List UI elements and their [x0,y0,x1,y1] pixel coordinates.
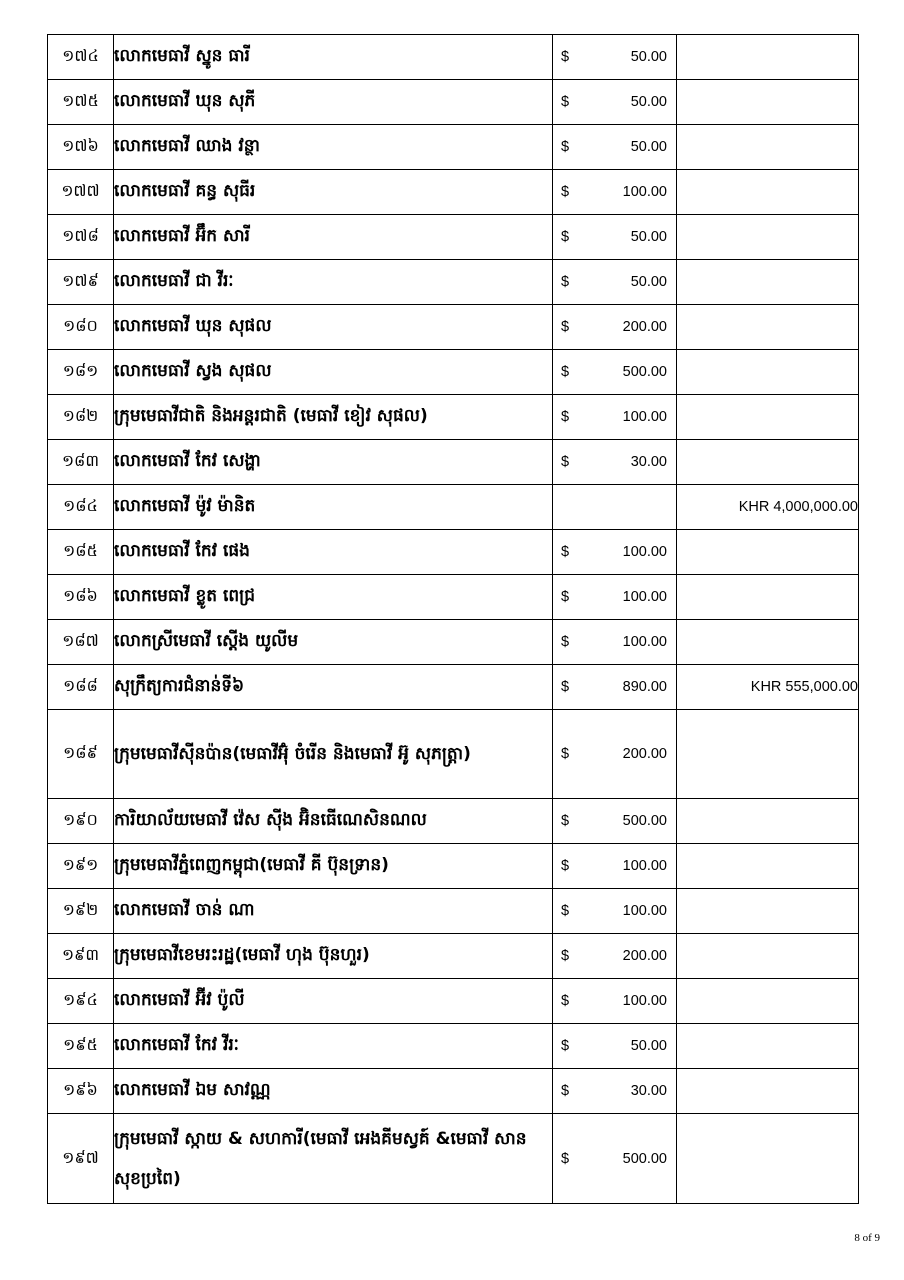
row-number: ១៩៥ [48,1024,114,1069]
row-number: ១៨០ [48,305,114,350]
usd-amount-cell [553,710,677,799]
khr-amount [677,395,859,440]
currency-symbol: $ [561,229,570,245]
row-number: ១៩៦ [48,1069,114,1114]
currency-symbol: $ [561,903,570,919]
donor-name: លោកស្រីមេធាវី ស្តើង យូលីម [114,620,553,665]
khr-amount [677,35,859,80]
khr-amount [677,530,859,575]
row-number: ១៩២ [48,889,114,934]
usd-amount-cell [553,530,677,575]
table-row [48,530,859,575]
row-number: ១៨៧ [48,620,114,665]
table-row [48,1114,859,1204]
row-number: ១៩១ [48,844,114,889]
donor-name: លោកមេធាវី កែវ សេង្ហា [114,440,553,485]
usd-amount: 100.00 [622,634,667,650]
donor-name: លោកមេធាវី ម៉ូវ ម៉ានិត [114,485,553,530]
usd-amount-cell [553,35,677,80]
khr-amount [677,350,859,395]
row-number: ១៨១ [48,350,114,395]
row-number: ១៨៥ [48,530,114,575]
row-number: ១៩០ [48,799,114,844]
currency-symbol: $ [561,948,570,964]
khr-amount [677,1024,859,1069]
usd-amount-cell [553,665,677,710]
usd-amount-cell [553,260,677,305]
table-row [48,620,859,665]
row-number: ១៨៤ [48,485,114,530]
usd-amount-cell [553,934,677,979]
usd-amount: 100.00 [622,589,667,605]
khr-amount [677,125,859,170]
khr-amount [677,979,859,1024]
usd-amount: 500.00 [622,813,667,829]
usd-amount: 890.00 [622,679,667,695]
currency-symbol: $ [561,409,570,425]
donor-name: លោកមេធាវី អ៊ឹក សារី [114,215,553,260]
donor-name: លោកមេធាវី ឈាង វន្ថា [114,125,553,170]
row-number: ១៨៣ [48,440,114,485]
donor-name: ក្រុមមេធាវីខេមរះរដ្ឋ(មេធាវី ហុង ប៊ុនហួរ) [114,934,553,979]
row-number: ១៩៣ [48,934,114,979]
usd-amount: 50.00 [630,1038,667,1054]
currency-symbol: $ [561,274,570,290]
currency-symbol: $ [561,544,570,560]
khr-amount [677,889,859,934]
currency-symbol: $ [561,1083,570,1099]
usd-amount-cell [553,305,677,350]
donor-name: លោកមេធាវី ឃុន សុភី [114,80,553,125]
khr-amount [677,1114,859,1204]
usd-amount-cell [553,575,677,620]
donation-table [47,34,859,1204]
currency-symbol: $ [561,319,570,335]
usd-amount: 50.00 [630,49,667,65]
table-row [48,80,859,125]
usd-amount: 100.00 [622,903,667,919]
currency-symbol: $ [561,589,570,605]
usd-amount-cell [553,485,677,530]
table-row [48,889,859,934]
usd-amount-cell [553,1114,677,1204]
table-row [48,305,859,350]
donor-name: លោកមេធាវី កែវ ផេង [114,530,553,575]
currency-symbol: $ [561,746,570,762]
row-number: ១៩៤ [48,979,114,1024]
khr-amount [677,710,859,799]
usd-amount: 50.00 [630,94,667,110]
table-row [48,350,859,395]
donor-name: លោកមេធាវី ខ្លូត ពេជ្រ [114,575,553,620]
donor-name: លោកមេធាវី ស្វង សុផល [114,350,553,395]
usd-amount-cell [553,979,677,1024]
row-number: ១៨៦ [48,575,114,620]
table-row [48,485,859,530]
currency-symbol: $ [561,993,570,1009]
donor-name: លោកមេធាវី ចាន់ ណា [114,889,553,934]
khr-amount [677,934,859,979]
table-row [48,665,859,710]
usd-amount: 50.00 [630,229,667,245]
currency-symbol: $ [561,679,570,695]
table-row [48,215,859,260]
currency-symbol: $ [561,634,570,650]
usd-amount-cell [553,1024,677,1069]
usd-amount: 50.00 [630,139,667,155]
usd-amount-cell [553,350,677,395]
usd-amount: 200.00 [622,948,667,964]
donor-name: លោកមេធាវី ស្នូន ធារី [114,35,553,80]
donor-name: សុក្រឹត្យការជំនាន់ទី៦ [114,665,553,710]
donor-name: លោកមេធាវី ឯម សាវណ្ណ [114,1069,553,1114]
row-number: ១៧៩ [48,260,114,305]
table-row [48,710,859,799]
currency-symbol: $ [561,139,570,155]
currency-symbol: $ [561,1150,570,1167]
table-row [48,260,859,305]
table-row [48,395,859,440]
usd-amount: 50.00 [630,274,667,290]
usd-amount: 100.00 [622,858,667,874]
usd-amount-cell [553,440,677,485]
table-row [48,799,859,844]
usd-amount-cell [553,215,677,260]
table-row [48,979,859,1024]
row-number: ១៨៨ [48,665,114,710]
currency-symbol: $ [561,49,570,65]
khr-amount [677,215,859,260]
row-number: ១៨៩ [48,710,114,799]
usd-amount-cell [553,620,677,665]
row-number: ១៧៦ [48,125,114,170]
khr-amount [677,799,859,844]
row-number: ១៧៧ [48,170,114,215]
table-row [48,440,859,485]
khr-amount [677,575,859,620]
donor-name: ក្រុមមេធាវី ស្កាយ & សហការី(មេធាវី អេងគីមស្វគ៍ &មេធាវី សាន សុខប្រពៃ) [114,1114,553,1204]
table-row [48,575,859,620]
khr-amount [677,620,859,665]
currency-symbol: $ [561,1038,570,1054]
table-row [48,934,859,979]
usd-amount: 200.00 [622,319,667,335]
donor-name: លោកមេធាវី គន្ធ សុធីរ [114,170,553,215]
row-number: ១៨២ [48,395,114,440]
currency-symbol: $ [561,94,570,110]
table-row [48,1069,859,1114]
khr-amount [677,170,859,215]
khr-amount: KHR 555,000.00 [677,665,859,710]
usd-amount-cell [553,1069,677,1114]
donor-name: ក្រុមមេធាវីជាតិ និងអន្តរជាតិ (មេធាវី ខៀវ សុផល) [114,395,553,440]
khr-amount [677,305,859,350]
usd-amount: 100.00 [622,184,667,200]
row-number: ១៧៤ [48,35,114,80]
currency-symbol: $ [561,184,570,200]
table-row [48,125,859,170]
row-number: ១៧៨ [48,215,114,260]
usd-amount: 100.00 [622,993,667,1009]
usd-amount-cell [553,844,677,889]
usd-amount-cell [553,170,677,215]
usd-amount: 30.00 [630,454,667,470]
khr-amount [677,844,859,889]
table-row [48,170,859,215]
usd-amount: 500.00 [622,1150,667,1167]
usd-amount-cell [553,395,677,440]
donor-name: លោកមេធាវី កែវ វីរៈ [114,1024,553,1069]
table-row [48,35,859,80]
table-row [48,1024,859,1069]
usd-amount-cell [553,799,677,844]
khr-amount [677,1069,859,1114]
currency-symbol: $ [561,364,570,380]
usd-amount-cell [553,125,677,170]
usd-amount-cell [553,80,677,125]
currency-symbol: $ [561,454,570,470]
page-number: 8 of 9 [854,1232,880,1244]
donor-name: ក្រុមមេធាវីស៊ីនប៉ាន(មេធាវីអ៊ុំ ចំរើន និងមេធាវី អ៊ូ សុភត្ត្រា) [114,710,553,799]
usd-amount: 30.00 [630,1083,667,1099]
row-number: ១៧៥ [48,80,114,125]
donor-name: ការិយាល័យមេធាវី វ៉េស ស៊ីង អ៊ិនធើណេសិនណល [114,799,553,844]
donor-name: លោកមេធាវី ឃុន សុផល [114,305,553,350]
table-row [48,844,859,889]
donor-name: លោកមេធាវី អ៊ីវ ប៉ូលី [114,979,553,1024]
usd-amount: 500.00 [622,364,667,380]
khr-amount [677,260,859,305]
usd-amount-cell [553,889,677,934]
currency-symbol: $ [561,858,570,874]
row-number: ១៩៧ [48,1114,114,1204]
donor-name: ក្រុមមេធាវីភ្នំពេញកម្ពុជា(មេធាវី គី ប៊ុនទ្រាន) [114,844,553,889]
usd-amount: 100.00 [622,409,667,425]
usd-amount: 200.00 [622,746,667,762]
currency-symbol: $ [561,813,570,829]
khr-amount [677,80,859,125]
donor-name: លោកមេធាវី ជា វីរៈ [114,260,553,305]
usd-amount: 100.00 [622,544,667,560]
khr-amount [677,440,859,485]
khr-amount: KHR 4,000,000.00 [677,485,859,530]
